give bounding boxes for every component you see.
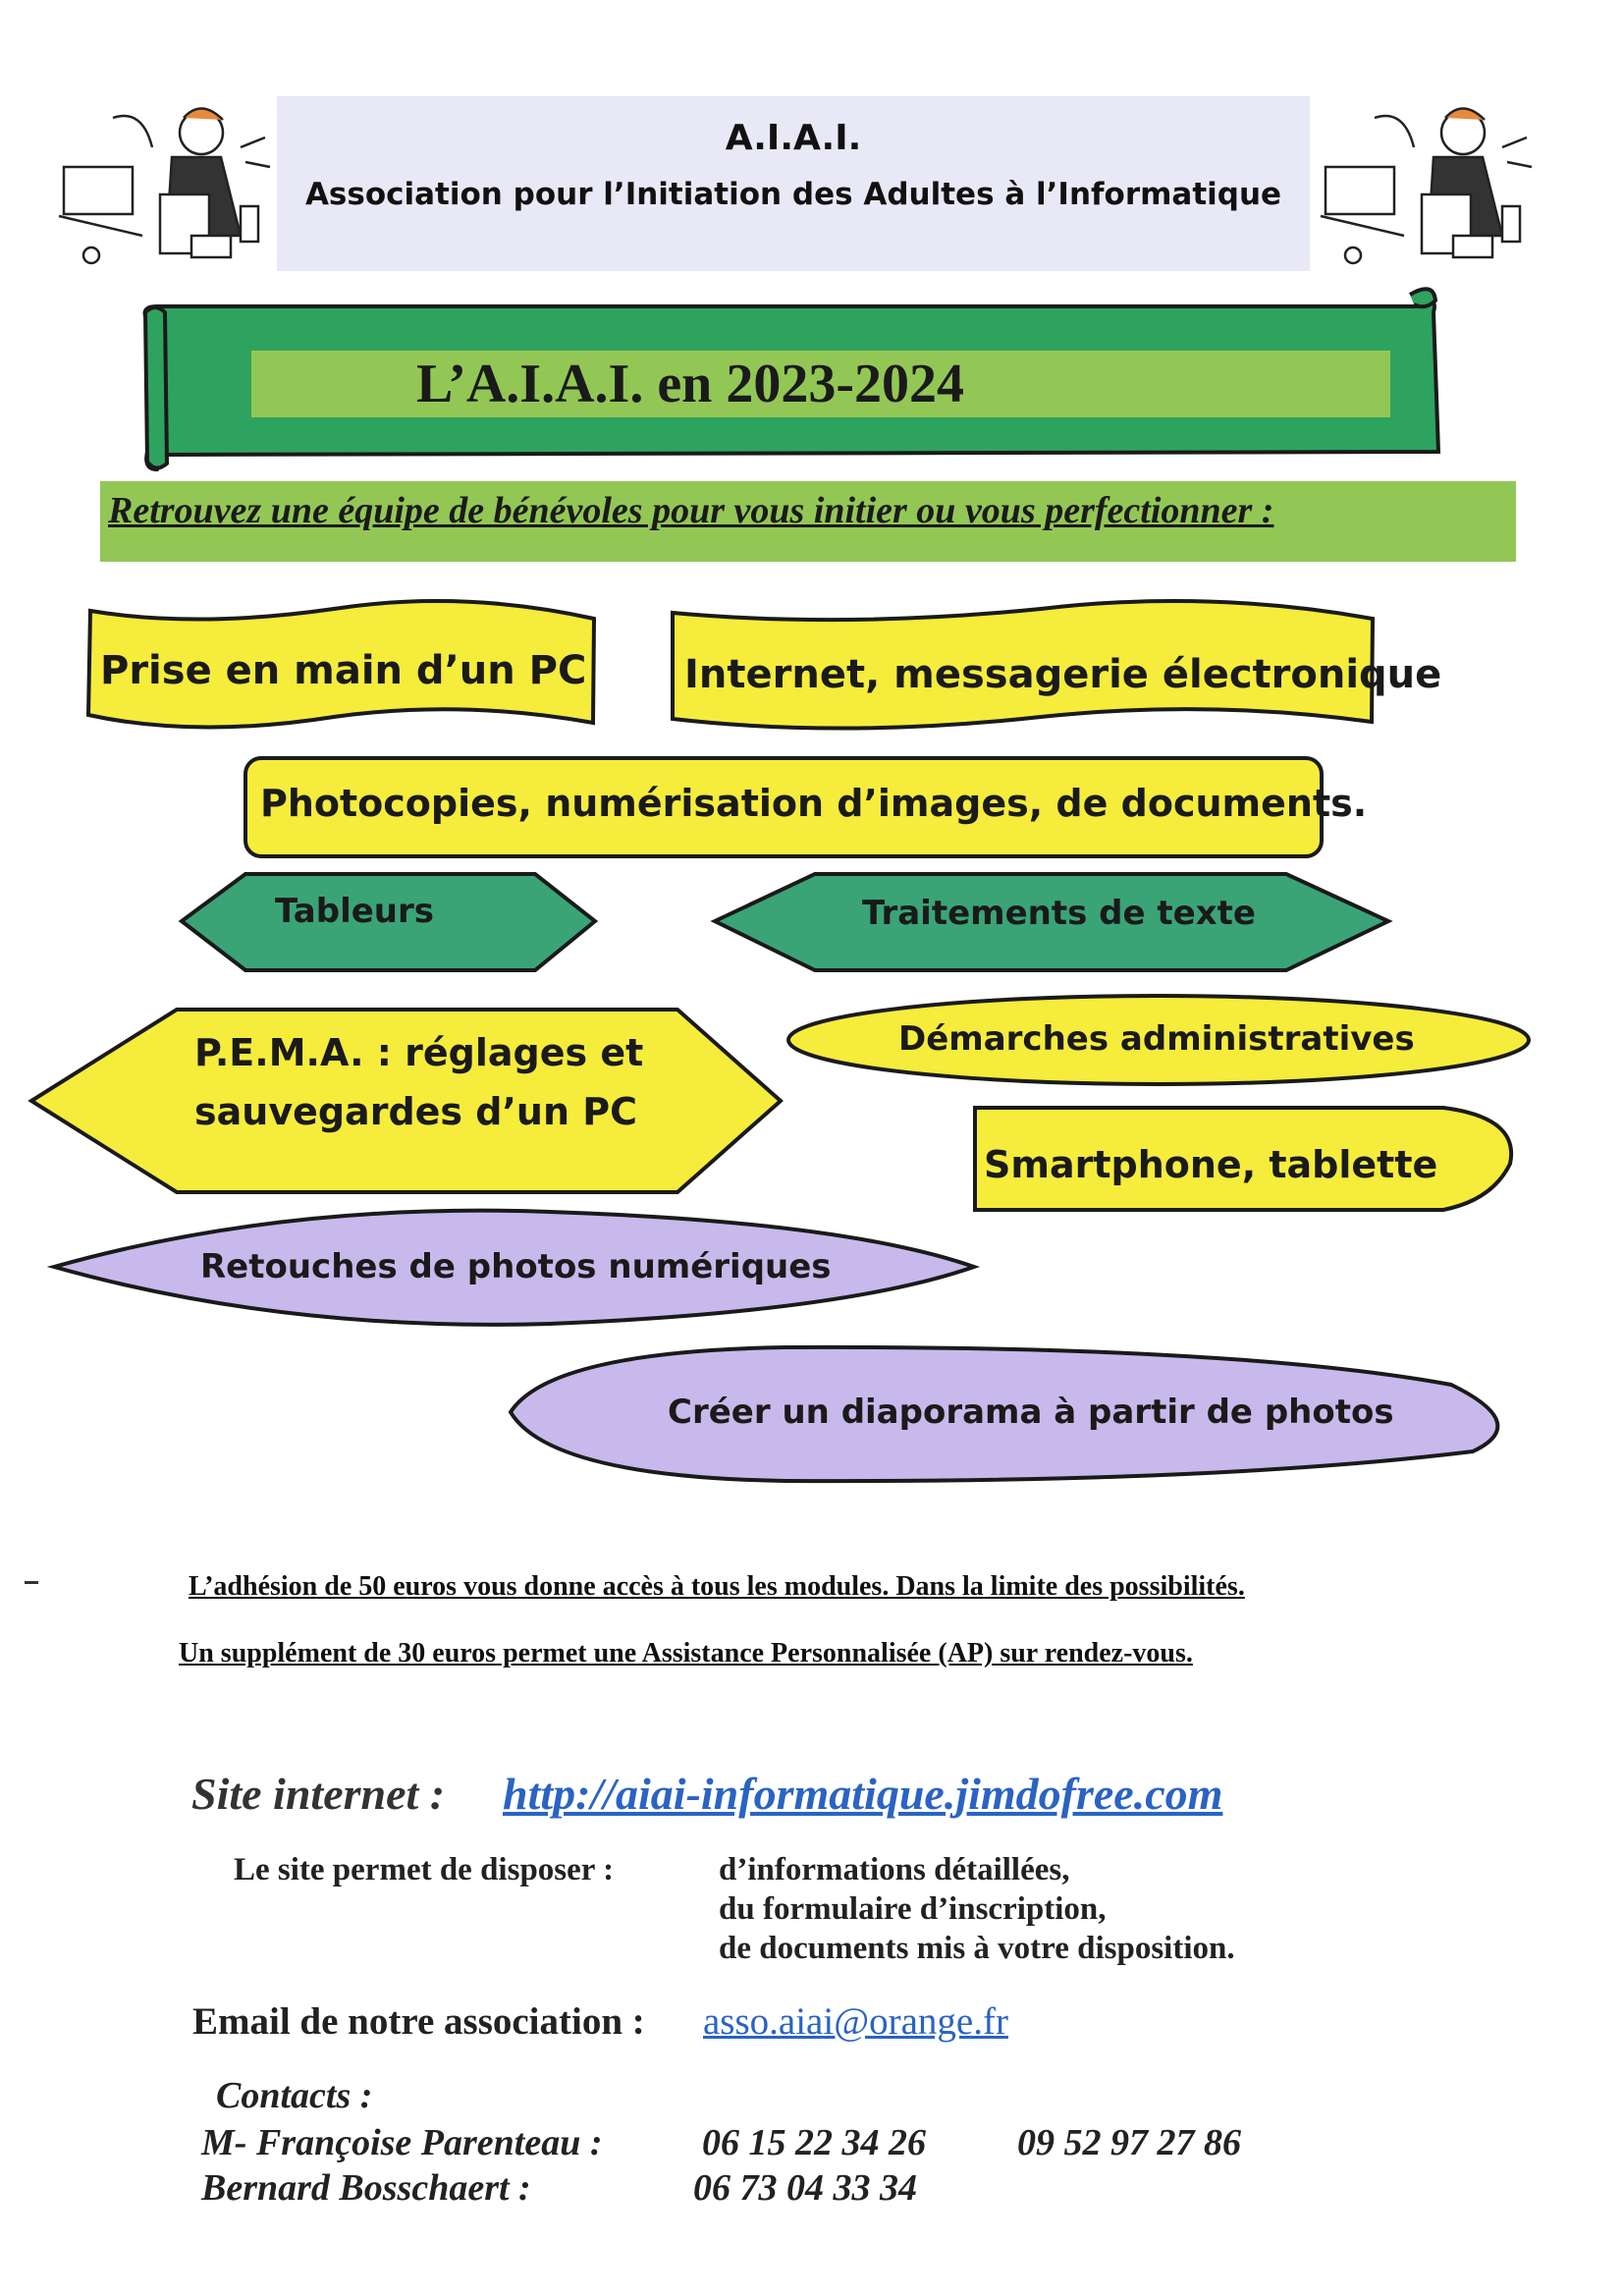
contact-name: Bernard Bosschaert : [201, 2167, 531, 2209]
email-label: Email de notre association : [192, 2000, 645, 2043]
association-full-name: Association pour l’Initiation des Adultes à l’Informatique [304, 177, 1282, 212]
site-item: du formulaire d’inscription, [719, 1891, 1107, 1927]
contact-phone: 09 52 97 27 86 [1017, 2122, 1241, 2163]
contacts-title: Contacts : [216, 2075, 373, 2116]
year-title: L’A.I.A.I. en 2023-2024 [251, 351, 1390, 417]
module-pema-line2: sauvegardes d’un PC [194, 1090, 637, 1133]
module-retouches: Retouches de photos numériques [200, 1247, 832, 1286]
site-label: Site internet : [191, 1769, 446, 1819]
module-diaporama: Créer un diaporama à partir de photos [668, 1393, 1394, 1432]
site-intro: Le site permet de disposer : [234, 1852, 615, 1887]
margin-mark [25, 1581, 38, 1584]
module-traitements: Traitements de texte [862, 894, 1256, 933]
module-photocopies: Photocopies, numérisation d’images, de documents. [260, 782, 1368, 825]
contact-name: M- Françoise Parenteau : [201, 2122, 603, 2163]
intro-text: Retrouvez une équipe de bénévoles pour vous initier ou vous perfectionner : [108, 490, 1274, 531]
contact-phone: 06 73 04 33 34 [693, 2167, 917, 2209]
module-demarches: Démarches administratives [898, 1019, 1415, 1059]
site-item: d’informations détaillées, [719, 1852, 1070, 1887]
module-internet: Internet, messagerie électronique [684, 652, 1442, 697]
module-pema-line1: P.E.M.A. : réglages et [194, 1031, 644, 1074]
module-smartphone: Smartphone, tablette [984, 1143, 1438, 1186]
site-link[interactable]: http://aiai-informatique.jimdofree.com [503, 1769, 1223, 1819]
site-item: de documents mis à votre disposition. [719, 1931, 1235, 1966]
module-tableurs: Tableurs [275, 892, 435, 931]
association-acronym: A.I.A.I. [725, 118, 862, 158]
pricing-membership: L’adhésion de 50 euros vous donne accès à tous les modules. Dans la limite des possibilités. [189, 1571, 1245, 1602]
email-link[interactable]: asso.aiai@orange.fr [703, 2000, 1008, 2043]
module-prise-en-main: Prise en main d’un PC [100, 648, 587, 693]
pricing-supplement: Un supplément de 30 euros permet une Assistance Personnalisée (AP) sur rendez-vous. [179, 1638, 1193, 1668]
contact-phone: 06 15 22 34 26 [702, 2122, 926, 2163]
